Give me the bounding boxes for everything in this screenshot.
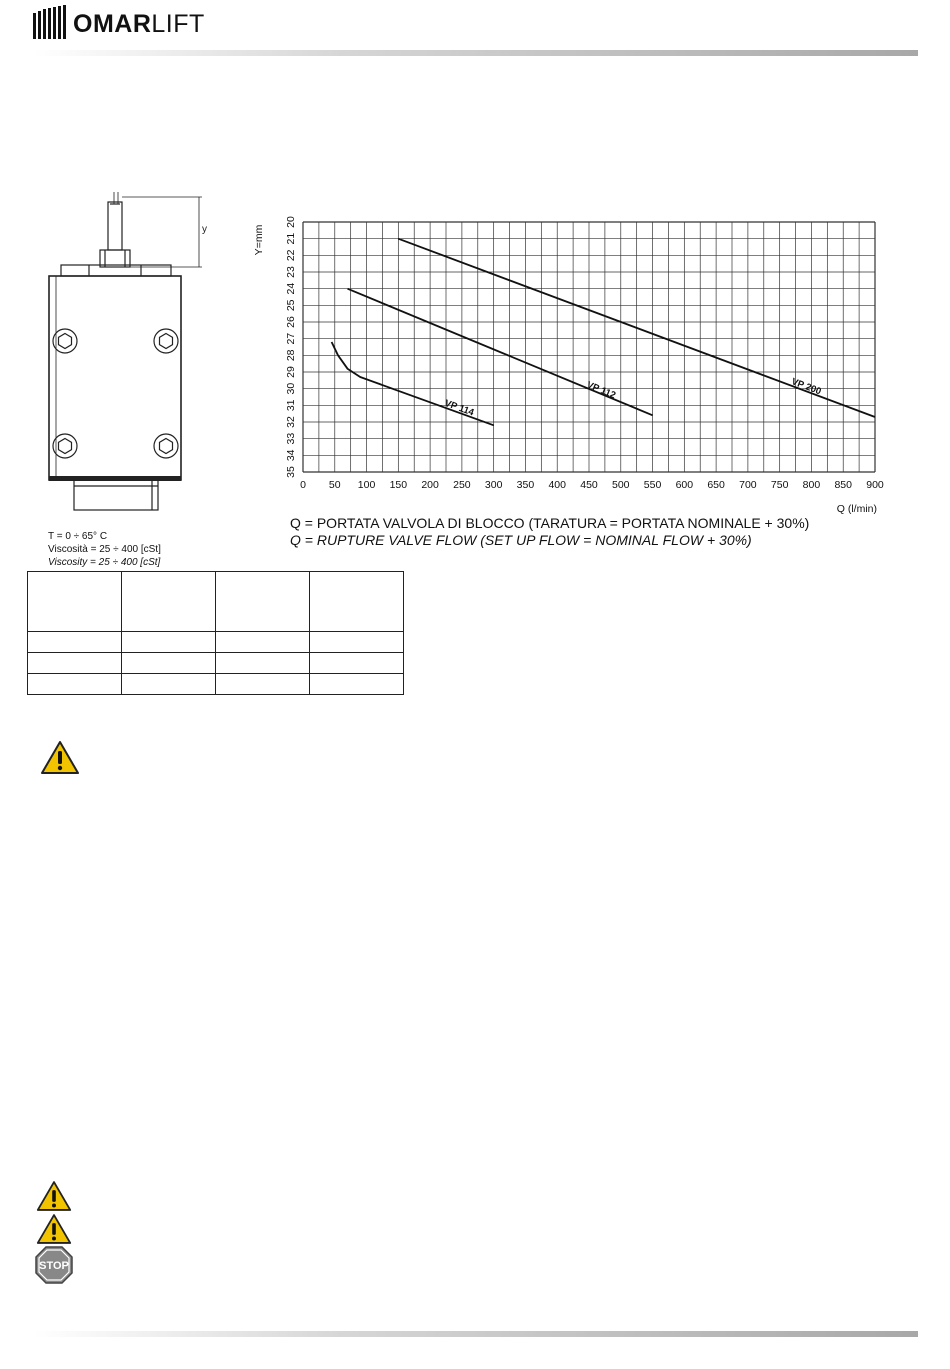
y-tick-label: 22 — [285, 249, 297, 262]
series-label: VP 200 — [789, 376, 823, 398]
x-tick-label: 650 — [707, 479, 725, 491]
y-tick-label: 28 — [285, 349, 297, 362]
y-tick-label: 21 — [285, 232, 297, 245]
table-cell — [310, 653, 404, 674]
y-tick-label: 26 — [285, 316, 297, 328]
x-tick-label: 0 — [300, 479, 306, 491]
stop-sign-label: STOP — [39, 1260, 69, 1272]
stop-sign-icon — [35, 1246, 73, 1284]
table-cell — [310, 632, 404, 653]
y-tick-label: 27 — [285, 332, 297, 345]
y-tick-label: 20 — [285, 216, 297, 228]
x-tick-label: 250 — [453, 479, 471, 491]
table-cell — [28, 632, 122, 653]
y-tick-label: 33 — [285, 432, 297, 445]
table-row — [28, 674, 404, 695]
table-cell — [216, 572, 310, 632]
y-tick-label: 32 — [285, 416, 297, 428]
y-tick-label: 31 — [285, 399, 297, 412]
x-tick-label: 300 — [484, 479, 503, 491]
x-tick-label: 800 — [802, 479, 821, 491]
table-cell — [122, 632, 216, 653]
table-cell — [310, 674, 404, 695]
y-axis-label: Y=mm — [253, 224, 265, 256]
table-cell — [28, 653, 122, 674]
valve-drawing — [44, 190, 219, 520]
footer-rule — [33, 1331, 918, 1337]
logo-bold-text: OMAR — [73, 10, 152, 38]
header — [0, 0, 950, 60]
barcode-stripes-icon — [33, 5, 67, 39]
chart-grid — [303, 222, 875, 472]
x-axis-label: Q (l/min) — [836, 503, 877, 515]
y-tick-label: 24 — [285, 282, 297, 295]
table-header-row — [28, 572, 404, 632]
x-tick-label: 750 — [770, 479, 789, 491]
y-tick-label: 25 — [285, 299, 297, 312]
warning-triangle-icon — [36, 1180, 72, 1212]
x-tick-label: 50 — [328, 479, 341, 491]
y-tick-label: 30 — [285, 382, 297, 395]
table-cell — [122, 653, 216, 674]
spec-table — [27, 571, 404, 695]
x-tick-label: 500 — [612, 479, 630, 491]
logo-thin-text: LIFT — [151, 10, 205, 38]
flow-chart — [248, 200, 898, 525]
table-cell — [122, 674, 216, 695]
viscosity-spec-en: Viscosity = 25 ÷ 400 [cSt] — [48, 557, 161, 568]
table-cell — [28, 572, 122, 632]
x-tick-label: 550 — [643, 479, 662, 491]
table-cell — [216, 632, 310, 653]
temperature-spec: T = 0 ÷ 65° C — [48, 531, 108, 542]
series-label: VP 114 — [442, 397, 476, 419]
table-row — [28, 653, 404, 674]
viscosity-spec-it: Viscosità = 25 ÷ 400 [cSt] — [48, 544, 161, 555]
x-tick-label: 900 — [866, 479, 884, 491]
x-tick-label: 100 — [357, 479, 376, 491]
warning-triangle-icon — [40, 740, 80, 775]
brand-logo — [73, 12, 205, 37]
y-tick-label: 34 — [285, 449, 297, 462]
y-tick-label: 23 — [285, 266, 297, 278]
x-tick-label: 150 — [389, 479, 408, 491]
x-tick-label: 600 — [675, 479, 694, 491]
table-cell — [28, 674, 122, 695]
x-tick-label: 400 — [548, 479, 566, 491]
x-tick-label: 450 — [580, 479, 598, 491]
table-row — [28, 632, 404, 653]
x-tick-label: 200 — [421, 479, 439, 491]
y-tick-labels — [285, 216, 297, 478]
caption-english: Q = RUPTURE VALVE FLOW (SET UP FLOW = NOMINAL FLOW + 30%) — [290, 532, 752, 548]
table-cell — [122, 572, 216, 632]
dimension-y-label: y — [202, 224, 207, 235]
caption-italian: Q = PORTATA VALVOLA DI BLOCCO (TARATURA = PORTATA NOMINALE + 30%) — [290, 515, 810, 531]
table-cell — [310, 572, 404, 632]
header-rule — [33, 50, 918, 56]
x-tick-label: 700 — [739, 479, 757, 491]
x-tick-label: 350 — [516, 479, 535, 491]
y-tick-label: 35 — [285, 466, 297, 478]
warning-triangle-icon — [36, 1213, 72, 1245]
y-tick-label: 29 — [285, 366, 297, 378]
x-tick-label: 850 — [834, 479, 852, 491]
table-cell — [216, 653, 310, 674]
x-tick-labels — [300, 479, 884, 491]
chart-series — [332, 239, 875, 426]
series-label: VP 112 — [584, 379, 618, 402]
table-cell — [216, 674, 310, 695]
